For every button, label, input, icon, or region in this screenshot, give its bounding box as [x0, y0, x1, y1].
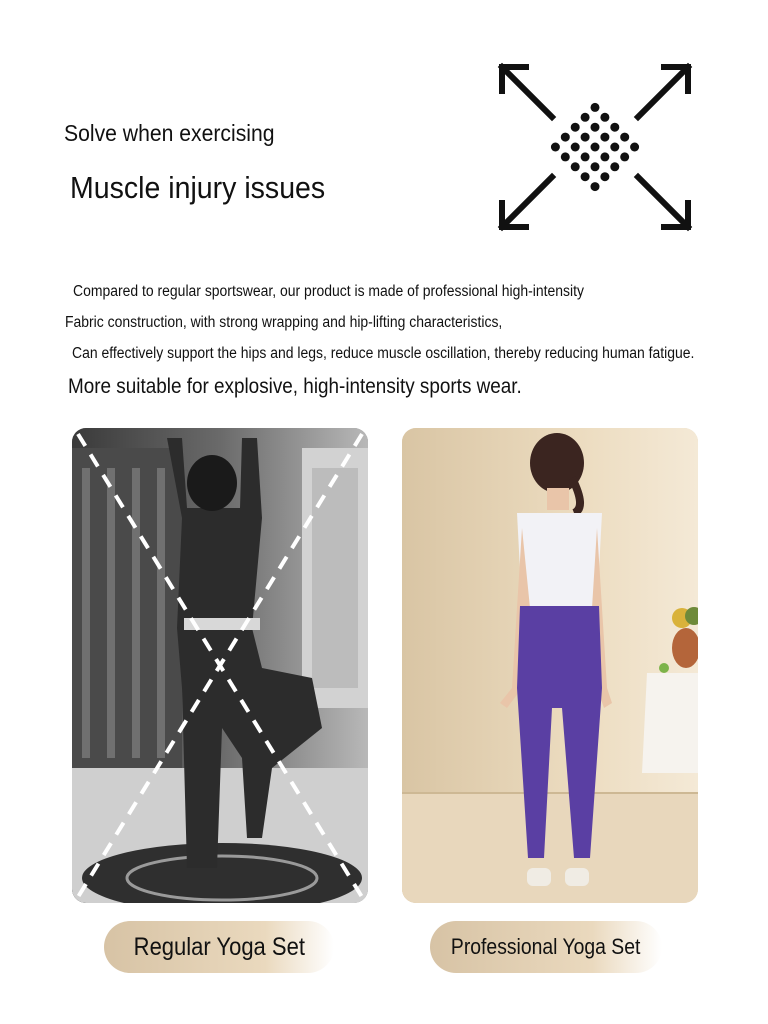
description-line-3: Can effectively support the hips and legs, reduce muscle oscillation, thereby reducing human fatigue.: [72, 345, 695, 362]
headline-small: Solve when exercising: [64, 120, 275, 146]
expand-dots-icon: [490, 55, 700, 240]
description-line-2: Fabric construction, with strong wrapping and hip-lifting characteristics,: [65, 314, 503, 331]
professional-yoga-label-text: Professional Yoga Set: [451, 934, 641, 959]
professional-yoga-photo: [402, 428, 698, 903]
regular-yoga-label: [104, 921, 334, 973]
headline-big: Muscle injury issues: [70, 170, 326, 205]
description-line-4: More suitable for explosive, high-intensity sports wear.: [68, 375, 522, 398]
description-line-1: Compared to regular sportswear, our product is made of professional high-intensity: [73, 283, 584, 300]
professional-yoga-label: [430, 921, 662, 973]
regular-yoga-photo: [72, 428, 368, 903]
regular-yoga-label-text: Regular Yoga Set: [133, 932, 305, 961]
